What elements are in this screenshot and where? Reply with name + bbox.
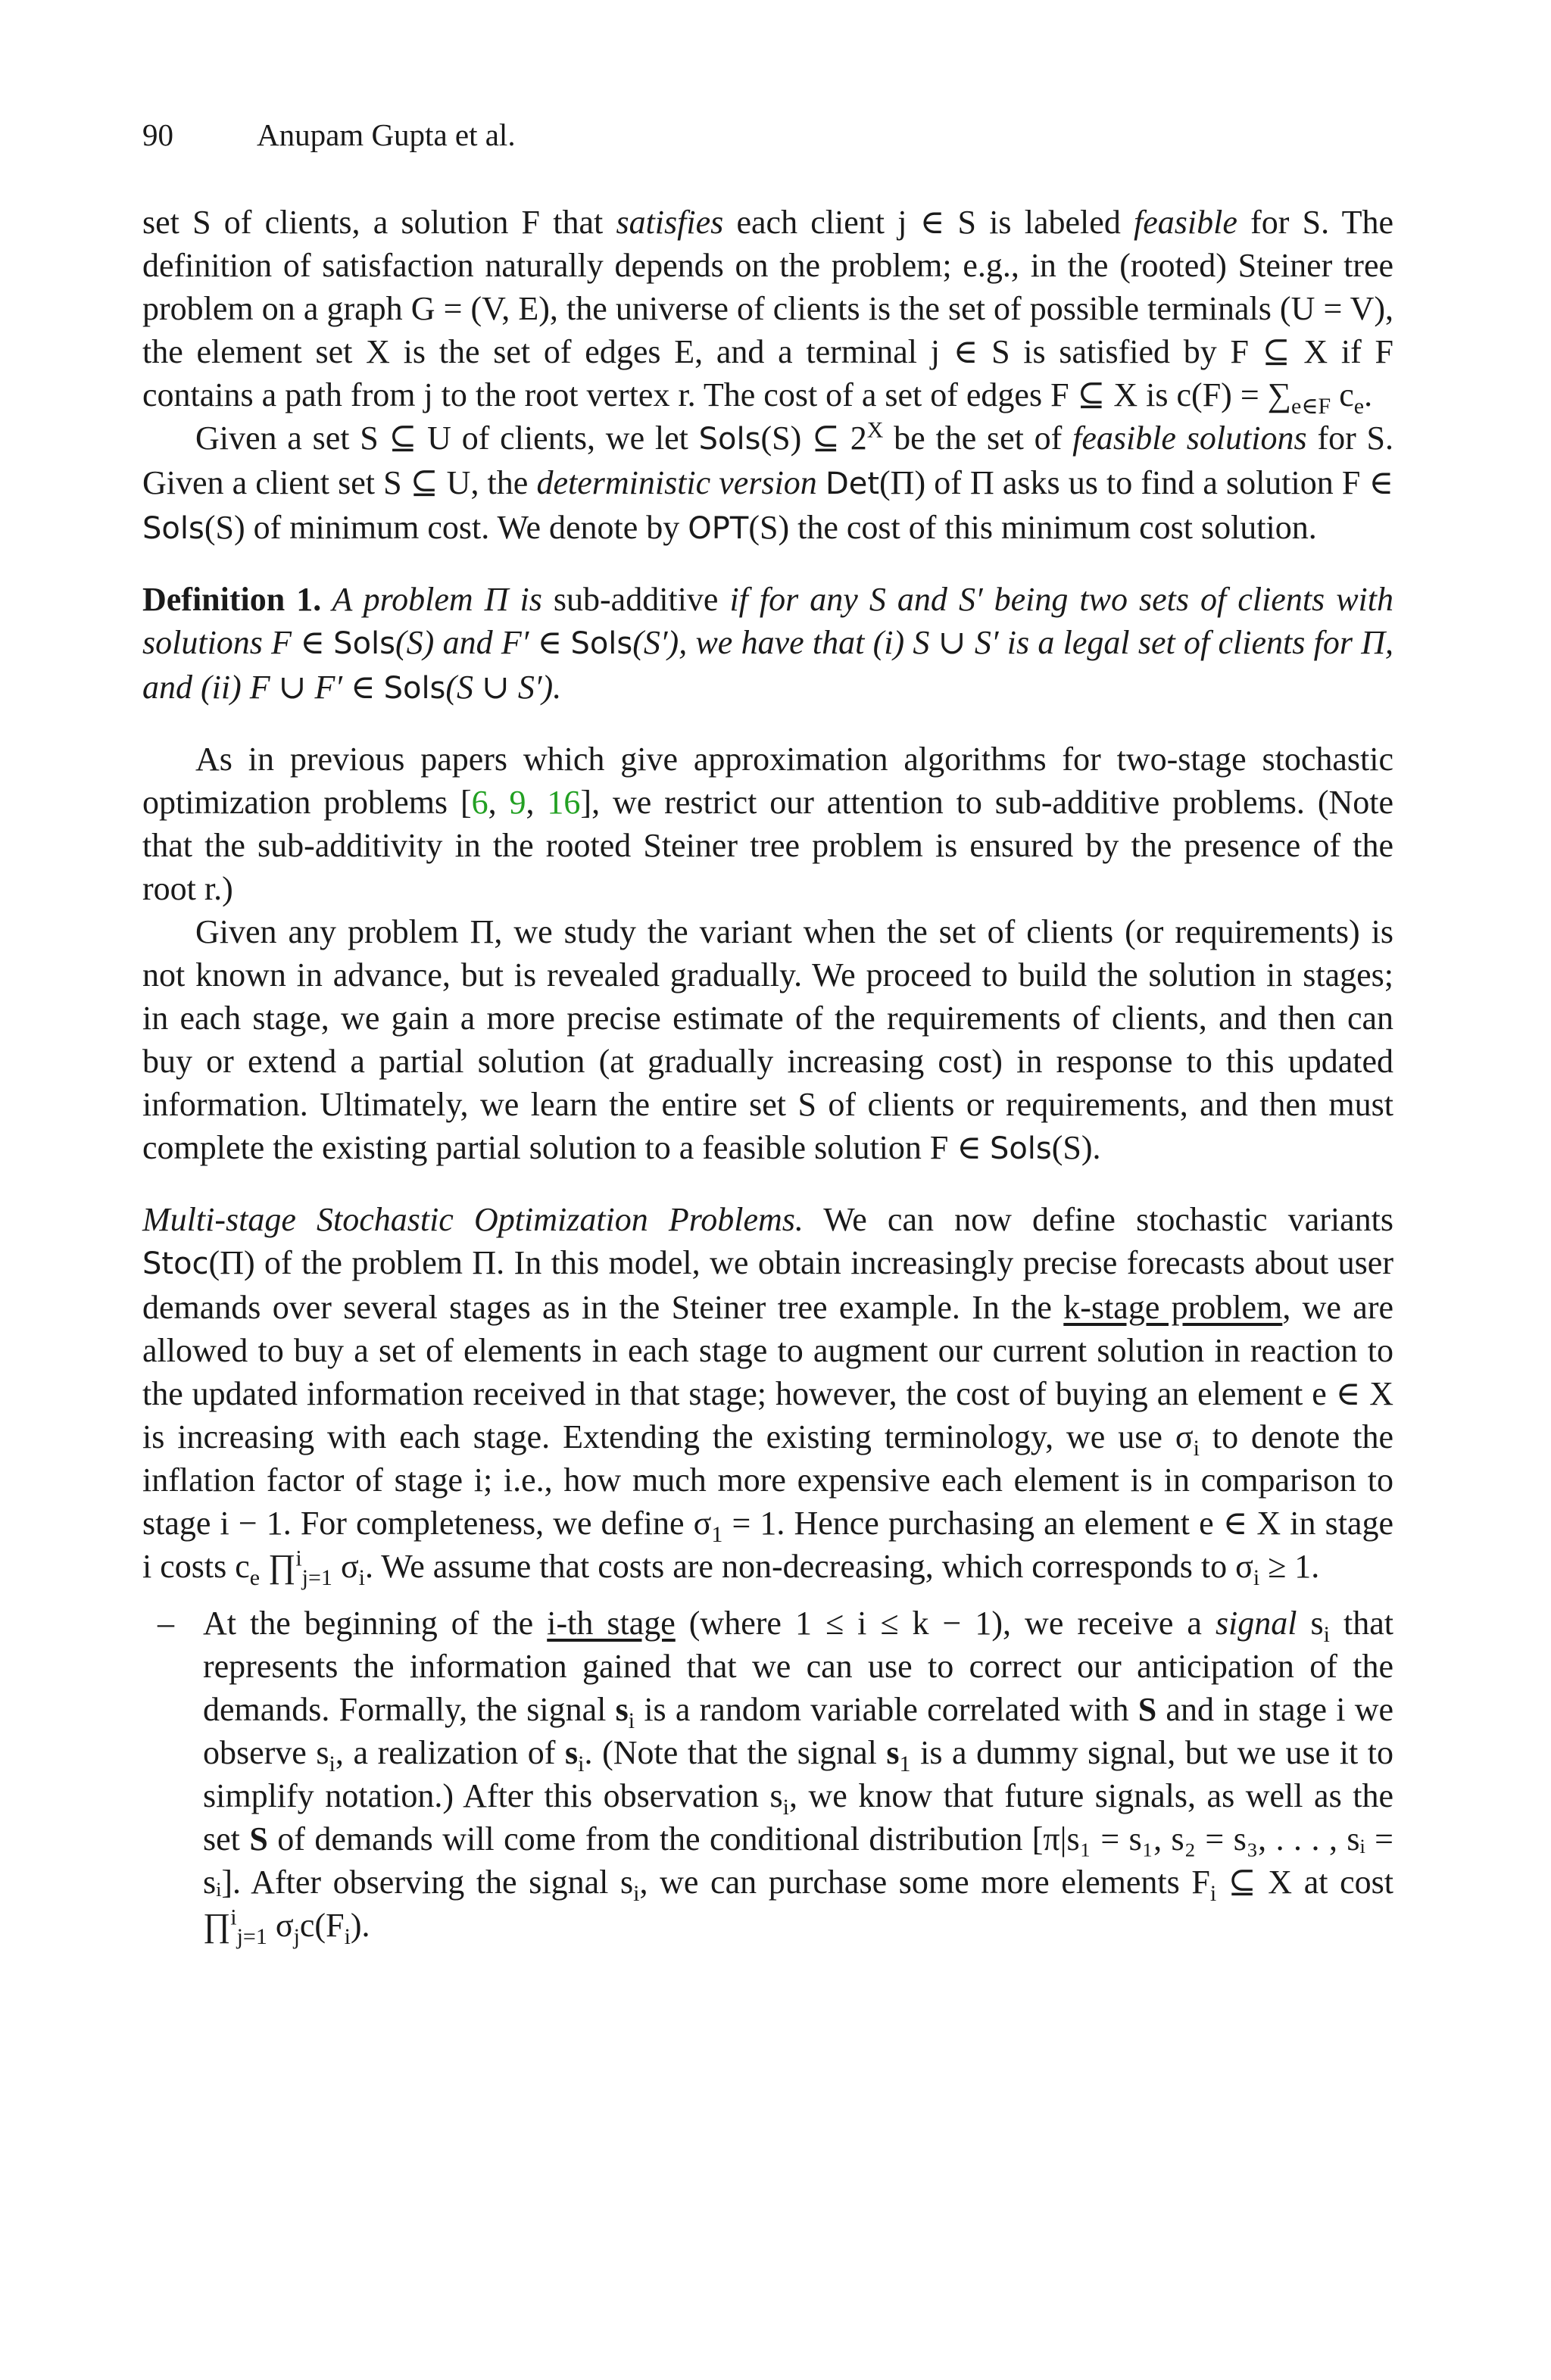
bullet-item: [142, 1602, 1393, 1947]
section-heading: Multi-stage Stochastic Optimization Problems.: [142, 1201, 804, 1238]
bullet-text: At the beginning of the i-th stage (where 1 ≤ i ≤ k − 1), we receive a signal $s_i$ that represents the information gained that we can use to correct our anticipation of the demands. Formally, the signal $s_i$ is a random variable correlated with S and in stage i we observe $s_i$, a realization of $s_i$. (Note that the signal $s_1$ is a dummy signal, but we use it to simplify notation.) After this observation $s_i$, we know that future signals, as well as the set S of demands will come from the conditional distribution [π|s₁ = s₁, s₂ = s₃, . . . , sᵢ = sᵢ]. After observing the signal $s_i$, we can purchase some more elements $F_i$ ⊆ X at cost ∏$^i_{j=1}$ $\sigma_jc(F_i)$.: [203, 1605, 1393, 1949]
citation-link[interactable]: 9: [509, 784, 526, 821]
definition-1: Definition 1. A problem Π is sub-additive if for any S and S′ being two sets of clients with solutions F ∈ Sols(S) and F′ ∈ Sols(S′), we have that (i) S ∪ S′ is a legal set of clients for Π, and (ii) F ∪ F′ ∈ Sols(S ∪ S′).: [142, 581, 1393, 706]
page: [142, 114, 1393, 1947]
bullet-dash: –: [158, 1605, 174, 1642]
paragraph-previous-papers: As in previous papers which give approximation algorithms for two-stage stochastic optimization problems [6, 9, 16], we restrict our attention to sub-additive problems. (Note that the sub-additivity in the rooted Steiner tree problem is ensured by the presence of the root r.): [142, 741, 1394, 907]
paragraph-sols: Given a set S ⊆ U of clients, we let Sols(S) ⊆ $2^X$ be the set of feasible solutions for S. Given a client set S ⊆ U, the deterministic version Det(Π) of Π asks us to find a solution F ∈ Sols(S) of minimum cost. We denote by OPT(S) the cost of this minimum cost solution.: [142, 417, 1394, 546]
running-header: [142, 114, 1393, 157]
running-title: Anupam Gupta et al.: [257, 117, 516, 152]
citation-link[interactable]: 6: [471, 784, 488, 821]
paragraph-multistage: Multi-stage Stochastic Optimization Problems. We can now define stochastic variants Stoc(Π) of the problem Π. In this model, we obtain increasingly precise forecasts about user demands over several stages as in the Steiner tree example. In the k-stage problem, we are allowed to buy a set of elements in each stage to augment our current solution in reaction to the updated information received in that stage; however, the cost of buying an element e ∈ X is increasing with each stage. Extending the existing terminology, we use $\sigma_i$ to denote the inflation factor of stage i; i.e., how much more expensive each element is in comparison to stage i − 1. For completeness, we define $\sigma_1 = 1$. Hence purchasing an element e ∈ X in stage i costs $c_e$ ∏$^i_{j=1}$ $\sigma_i$. We assume that costs are non-decreasing, which corresponds to $\sigma_i \ge 1$.: [142, 1201, 1393, 1590]
page-number: 90: [142, 117, 173, 152]
paragraph-satisfaction: set S of clients, a solution F that satisfies each client j ∈ S is labeled feasible for S. The definition of satisfaction naturally depends on the problem; e.g., in the (rooted) Steiner tree problem on a graph G = (V, E), the universe of clients is the set of possible terminals (U = V), the element set X is the set of edges E, and a terminal j ∈ S is satisfied by F ⊆ X if F contains a path from j to the root vertex r. The cost of a set of edges F ⊆ X is $c(F) = \sum_{e\in F}$ $c_e$.: [142, 204, 1393, 419]
citation-link[interactable]: 16: [547, 784, 581, 821]
underlined-term: i-th stage: [547, 1605, 676, 1642]
paragraph-variant: Given any problem Π, we study the variant when the set of clients (or requirements) is not known in advance, but is revealed gradually. We proceed to build the solution in stages; in each stage, we gain a more precise estimate of the requirements of clients, and then can buy or extend a partial solution (at gradually increasing cost) in response to this updated information. Ultimately, we learn the entire set S of clients or requirements, and then must complete the existing partial solution to a feasible solution F ∈ Sols(S).: [142, 913, 1393, 1166]
definition-title: Definition 1.: [142, 581, 322, 618]
underlined-term: k-stage problem: [1063, 1289, 1283, 1326]
